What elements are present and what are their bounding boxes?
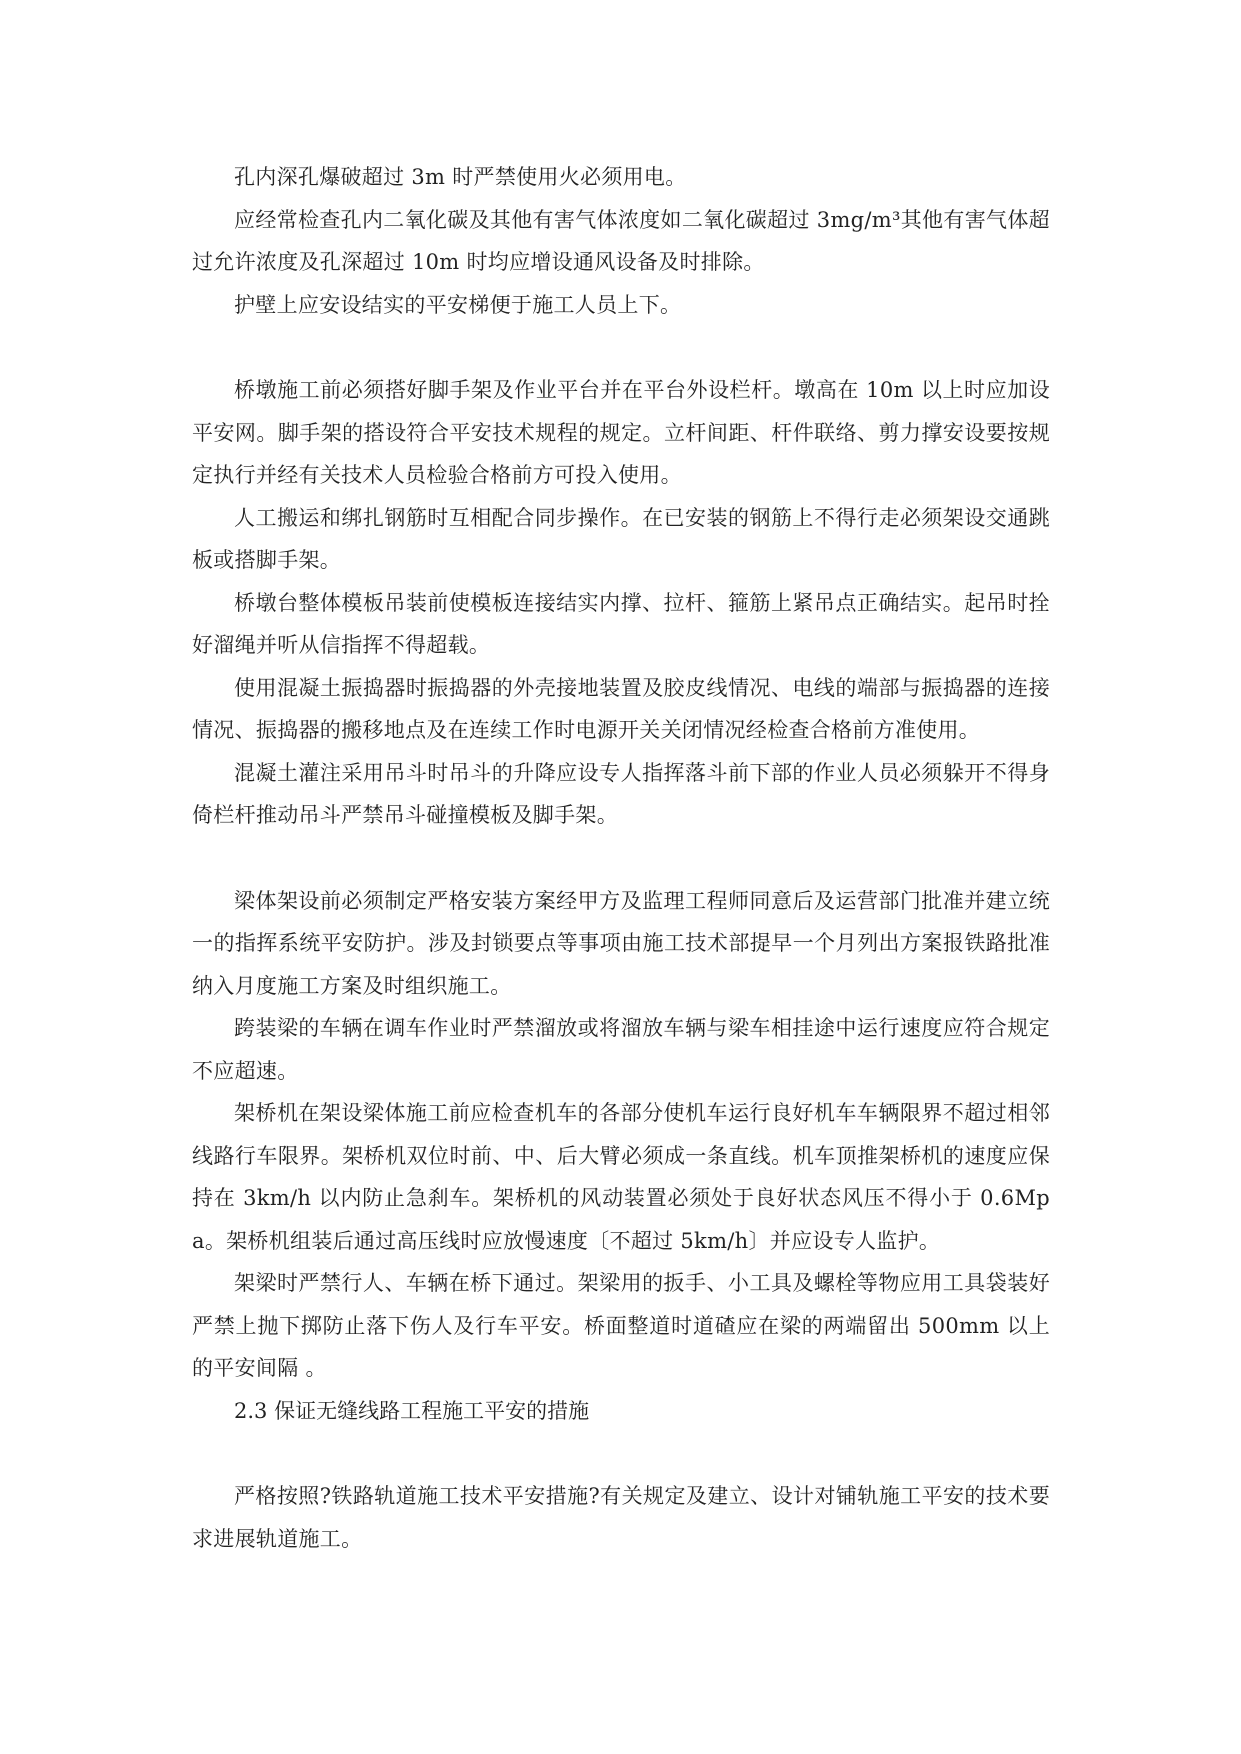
section-heading: 2.3 保证无缝线路工程施工平安的措施: [234, 1398, 590, 1423]
section-gap: [192, 326, 1050, 369]
paragraph-concrete-bucket: 混凝土灌注采用吊斗时吊斗的升降应设专人指挥落斗前下部的作业人员必须躲开不得身倚栏杆推动吊斗严禁吊斗碰撞模板及脚手架。: [192, 760, 1050, 827]
paragraph-pier-scaffolding: 桥墩施工前必须搭好脚手架及作业平台并在平台外设栏杆。墩高在 10m 以上时应加设平安网。脚手架的搭设符合平安技术规程的规定。立杆间距、杆件联络、剪力撑安设要按规定执行并经有关技术人员检验合格前方可投入使用。: [192, 378, 1050, 487]
section-gap: [192, 837, 1050, 880]
paragraph-track-construction: 严格按照?铁路轨道施工技术平安措施?有关规定及建立、设计对铺轨施工平安的技术要求进展轨道施工。: [192, 1484, 1050, 1551]
paragraph-beam-erection-safety: 架梁时严禁行人、车辆在桥下通过。架梁用的扳手、小工具及螺栓等物应用工具袋装好严禁上抛下掷防止落下伤人及行车平安。桥面整道时道碴应在梁的两端留出 500mm 以上的平安间隔 。: [192, 1271, 1050, 1380]
document-body: [192, 156, 1050, 1560]
paragraph-beam-erection-plan: 梁体架设前必须制定严格安装方案经甲方及监理工程师同意后及运营部门批准并建立统一的指挥系统平安防护。涉及封锁要点等事项由施工技术部提早一个月列出方案报铁路批准纳入月度施工方案及时组织施工。: [192, 888, 1050, 998]
paragraph-formwork-hoisting: 桥墩台整体模板吊装前使模板连接结实内撑、拉杆、箍筋上紧吊点正确结实。起吊时拴好溜绳并听从信指挥不得超载。: [192, 590, 1050, 657]
paragraph-beam-transport: 跨装梁的车辆在调车作业时严禁溜放或将溜放车辆与梁车相挂途中运行速度应符合规定不应超速。: [192, 1016, 1050, 1083]
paragraph-vibrator-use: 使用混凝土振捣器时振捣器的外壳接地装置及胶皮线情况、电线的端部与振捣器的连接情况、振捣器的搬移地点及在连续工作时电源开关关闭情况经检查合格前方准使用。: [192, 675, 1050, 742]
paragraph-safety-ladder: 护壁上应安设结实的平安梯便于施工人员上下。: [234, 292, 682, 317]
paragraph-bridge-erecting-machine: 架桥机在架设梁体施工前应检查机车的各部分使机车运行良好机车车辆限界不超过相邻线路行车限界。架桥机双位时前、中、后大臂必须成一条直线。机车顶推架桥机的速度应保持在 3km/h 以内防止急刹车。架桥机的风动装置必须处于良好状态风压不得小于 0.6Mpa。架桥机组装后通过高压线时应放慢速度〔不超过 5km/h〕并应设专人监护。: [192, 1101, 1050, 1253]
section-gap: [192, 1432, 1050, 1475]
paragraph-gas-inspection: 应经常检查孔内二氧化碳及其他有害气体浓度如二氧化碳超过 3mg/m³其他有害气体超过允许浓度及孔深超过 10m 时均应增设通风设备及时排除。: [192, 207, 1050, 274]
paragraph-rebar-handling: 人工搬运和绑扎钢筋时互相配合同步操作。在已安装的钢筋上不得行走必须架设交通跳板或搭脚手架。: [192, 505, 1050, 572]
paragraph-deep-hole-blasting: 孔内深孔爆破超过 3m 时严禁使用火必须用电。: [234, 165, 687, 189]
